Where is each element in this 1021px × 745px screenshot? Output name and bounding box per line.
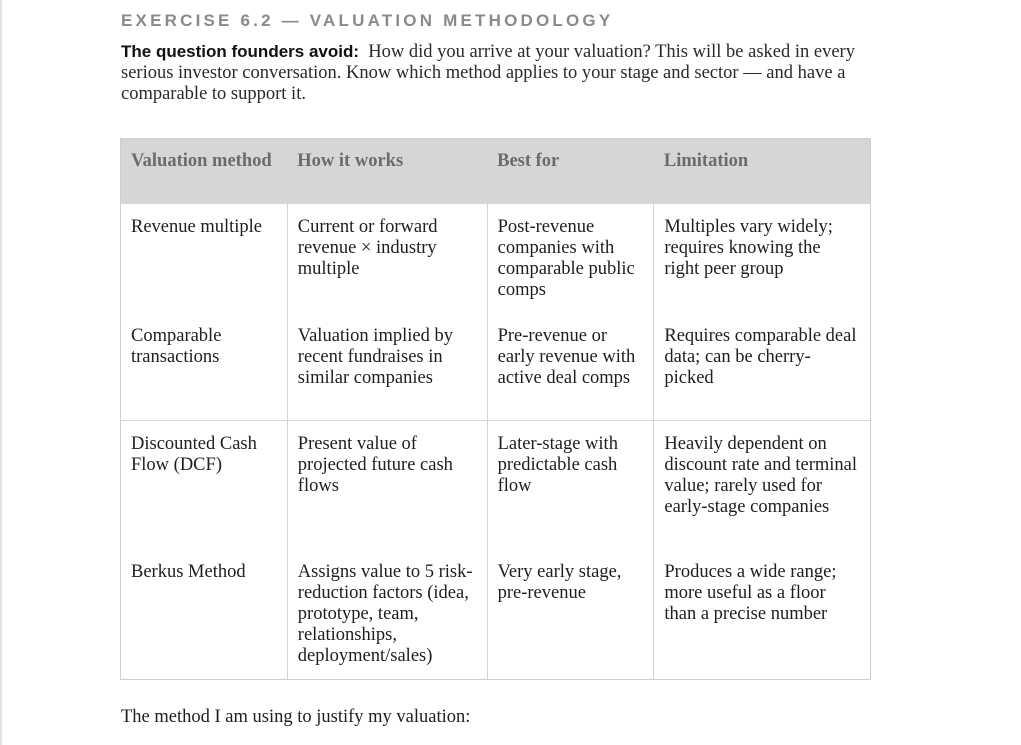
cell-limitation: Requires comparable deal data; can be cherry-picked [654, 313, 871, 421]
cell-best-for: Very early stage, pre-revenue [487, 549, 654, 680]
intro-text: How did you arrive at your valuation? This will be asked in every serious investor conversation. Know which method applies to your stage and sector — and have a comparable to support it. [121, 42, 855, 104]
cell-method: Revenue multiple [121, 204, 288, 313]
cell-limitation: Produces a wide range; more useful as a floor than a precise number [654, 549, 871, 680]
cell-how: Assigns value to 5 risk-reduction factors (idea, prototype, team, relationships, deployment/sales) [287, 549, 487, 680]
cell-limitation: Heavily dependent on discount rate and terminal value; rarely used for early-stage companies [654, 421, 871, 550]
cell-how: Current or forward revenue × industry multiple [287, 204, 487, 313]
cell-method: Berkus Method [121, 549, 288, 680]
cell-method: Discounted Cash Flow (DCF) [121, 421, 288, 550]
valuation-methods-table [120, 138, 871, 680]
header-valuation-method: Valuation method [121, 139, 288, 205]
cell-best-for: Post-revenue companies with comparable public comps [487, 204, 654, 313]
table-row [121, 204, 871, 313]
exercise-title: EXERCISE 6.2 — VALUATION METHODOLOGY [121, 11, 614, 30]
header-best-for: Best for [487, 139, 654, 205]
cell-limitation: Multiples vary widely; requires knowing the right peer group [654, 204, 871, 313]
table-row [121, 549, 871, 680]
intro-lead: The question founders avoid: [121, 42, 360, 61]
exercise-intro [121, 41, 901, 105]
valuation-method-prompt: The method I am using to justify my valuation: [121, 707, 471, 727]
header-how-it-works: How it works [287, 139, 487, 205]
cell-best-for: Pre-revenue or early revenue with active deal comps [487, 313, 654, 421]
cell-how: Valuation implied by recent fundraises in similar companies [287, 313, 487, 421]
cell-method: Comparable transactions [121, 313, 288, 421]
header-limitation: Limitation [654, 139, 871, 205]
page-left-edge [0, 0, 2, 745]
cell-best-for: Later-stage with predictable cash flow [487, 421, 654, 550]
exercise-header [121, 10, 901, 105]
table-row [121, 313, 871, 421]
table-row [121, 421, 871, 550]
table-header-row [121, 139, 871, 205]
cell-how: Present value of projected future cash flows [287, 421, 487, 550]
